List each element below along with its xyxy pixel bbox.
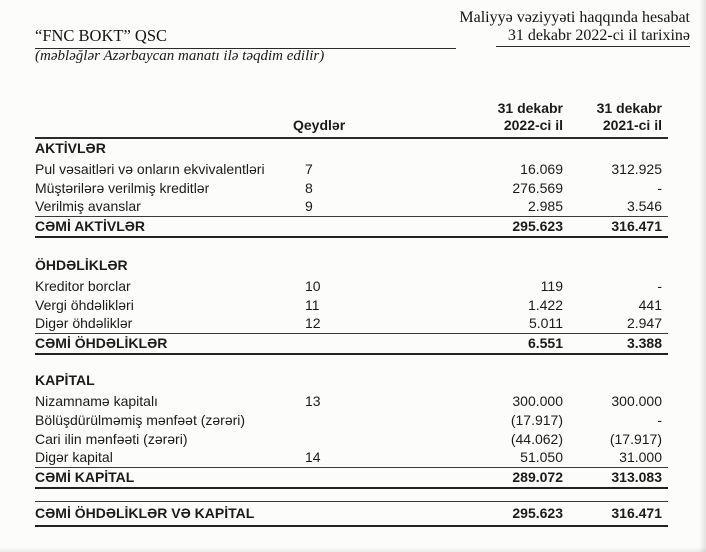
year-2021-column-header: 31 dekabr 2021-ci il <box>563 96 668 138</box>
row-value-2021: 300.000 <box>611 392 662 409</box>
row-note: 11 <box>305 296 320 313</box>
total-row-equity <box>35 467 668 488</box>
table-header-row <box>35 96 668 138</box>
row-value-2021: - <box>657 277 662 294</box>
row-label: Kreditor borclar <box>35 277 131 294</box>
row-label: Digər öhdəliklər <box>35 315 133 332</box>
grand-total-label: CƏMİ ÖHDƏLİKLƏR VƏ KAPİTAL <box>35 501 293 526</box>
row-note <box>293 410 365 429</box>
row-value-2022: (17.917) <box>510 411 563 428</box>
row-value-2022: 1.422 <box>527 296 563 313</box>
total-value-2021: 3.388 <box>563 333 668 354</box>
row-value-2021: 2.947 <box>626 315 662 332</box>
row-label: Bölüşdürülməmiş mənfəət (zərəri) <box>35 411 246 428</box>
row-label: Pul vəsaitləri və onların ekvivalentləri <box>35 160 265 177</box>
total-row-assets <box>35 216 668 237</box>
section-title-assets: AKTİVLƏR <box>35 140 106 156</box>
total-label: CƏMİ KAPİTAL <box>35 467 293 488</box>
total-value-2022: 6.551 <box>365 333 563 354</box>
row-note: 13 <box>305 392 321 409</box>
section-spacer <box>35 354 668 370</box>
table-row <box>35 295 668 314</box>
report-date: 31 dekabr 2022-ci il tarixinə <box>496 27 690 47</box>
row-label: Cari ilin mənfəəti (zərəri) <box>35 430 188 447</box>
row-value-2021: (17.917) <box>609 430 662 447</box>
row-value-2021: - <box>657 411 662 428</box>
company-name: “FNC BOKT” QSC <box>35 26 456 49</box>
scan-edge-shadow <box>699 0 706 552</box>
grand-total-row <box>35 501 668 526</box>
row-value-2022: 276.569 <box>512 179 563 196</box>
section-title-equity: KAPİTAL <box>35 372 95 388</box>
row-note: 12 <box>305 315 321 332</box>
row-note: 14 <box>305 449 321 466</box>
section-title-liabilities: ÖHDƏLİKLƏR <box>35 257 128 273</box>
row-value-2022: 5.011 <box>529 315 563 332</box>
balance-sheet-table <box>35 96 668 527</box>
year-2022-column-header: 31 dekabr 2022-ci il <box>365 96 563 138</box>
total-label: CƏMİ ÖHDƏLİKLƏR <box>35 333 293 354</box>
total-value-2021: 316.471 <box>563 216 668 237</box>
row-label: Nizamnamə kapitalı <box>35 392 158 409</box>
grand-total-value-2021: 316.471 <box>563 501 668 526</box>
row-value-2021: 31.000 <box>619 449 662 466</box>
row-value-2022: 119 <box>540 277 563 294</box>
grand-total-value-2022: 295.623 <box>365 501 563 526</box>
row-label: Vergi öhdəlikləri <box>35 296 134 313</box>
row-value-2021: 441 <box>638 296 662 313</box>
table-row <box>35 197 668 216</box>
total-label: CƏMİ AKTİVLƏR <box>35 216 293 237</box>
table-row <box>35 314 668 333</box>
row-note: 7 <box>305 160 313 177</box>
table-row <box>35 391 668 410</box>
row-value-2021: 312.925 <box>611 160 662 177</box>
total-row-liabilities <box>35 333 668 354</box>
table-row <box>35 276 668 295</box>
total-value-2022: 289.072 <box>365 467 563 488</box>
row-value-2022: (44.062) <box>510 430 563 447</box>
table-row <box>35 159 668 178</box>
scan-edge-shadow <box>0 547 706 552</box>
row-value-2021: - <box>657 179 662 196</box>
row-value-2022: 16.069 <box>520 160 563 177</box>
section-spacer <box>35 488 668 501</box>
report-title: Maliyyə vəziyyəti haqqında hesabat <box>459 9 690 26</box>
row-note: 10 <box>305 277 321 294</box>
row-label: Verilmiş avanslar <box>35 198 141 215</box>
table-row <box>35 429 668 448</box>
report-header <box>459 9 690 47</box>
table-row <box>35 178 668 197</box>
row-note: 9 <box>305 198 313 215</box>
currency-note: (məbləğlər Azərbaycan manatı ilə təqdim edilir) <box>35 48 325 64</box>
total-value-2022: 295.623 <box>365 216 563 237</box>
table-row <box>35 410 668 429</box>
row-value-2022: 300.000 <box>512 392 563 409</box>
notes-column-header: Qeydlər <box>293 96 365 138</box>
row-value-2022: 51.050 <box>520 449 563 466</box>
total-value-2021: 313.083 <box>563 467 668 488</box>
row-value-2021: 3.546 <box>626 198 662 215</box>
row-note <box>293 429 365 448</box>
section-spacer <box>35 237 668 255</box>
row-label: Müştərilərə verilmiş kreditlər <box>35 179 210 196</box>
row-note: 8 <box>305 179 313 196</box>
row-value-2022: 2.985 <box>527 198 563 215</box>
table-row <box>35 448 668 467</box>
label-column-header <box>35 96 293 138</box>
row-label: Digər kapital <box>35 449 113 466</box>
